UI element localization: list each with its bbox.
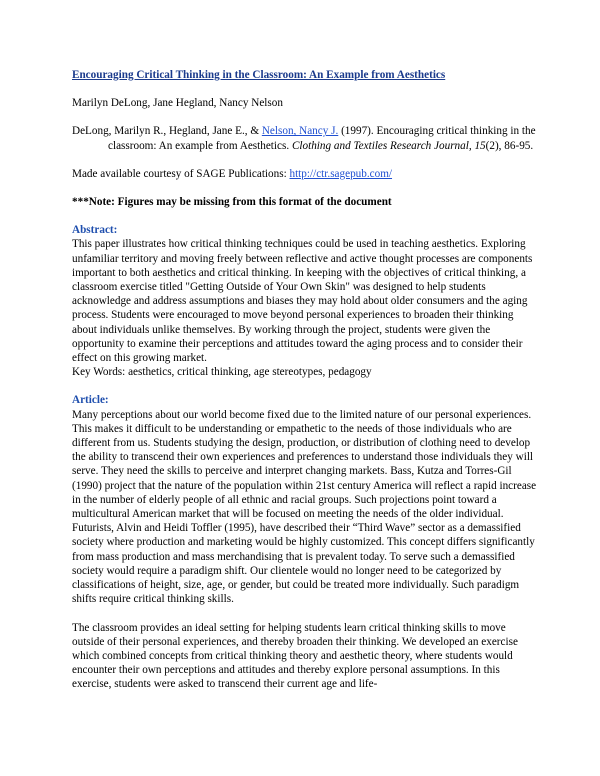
article-paragraph: Many perceptions about our world become fixed due to the limited nature of our personal experiences. This makes it difficult to be understanding or empathetic to the needs of those individuals who are different from us. Students studying the design, production, or distribution of clothing need to develop the ability to transcend their own experiences and preferences to understand those individuals they will serve. They need the skills to perceive and interpret changing markets. Bass, Kutza and Torres-Gil (1990) project that the nature of the population within 21st century America will reflect a rapid increase in the number of elderly people of all ethnic and racial groups. Such projections point toward a multicultural American market that will be focused on meeting the needs of the older individual. Futurists, Alvin and Heidi Toffler (1995), have described their “Third Wave” sector as a demassified society where production and marketing would be highly customized. This concept differs significantly from mass production and mass merchandising that is prevalent today. To serve such a demassified society would require a paradigm shift. Our clientele would no longer need to be categorized by classifications of height, size, age, or gender, but could be treated more individually. Such paradigm shifts require critical thinking skills.: [72, 408, 537, 606]
citation-text: (1997). Encouraging critical thinking in the classroom: An example from Aesthetics.: [108, 125, 536, 152]
citation-issue: (2), 86-95.: [485, 139, 534, 152]
document-title[interactable]: Encouraging Critical Thinking in the Classroom: An Example from Aesthetics: [72, 69, 446, 81]
article-paragraph: The classroom provides an ideal setting for helping students learn critical thinking skills to move outside of their personal experiences, and thereby broaden their thinking. We developed an exercise which combined concepts from critical thinking theory and aesthetic theory, where students would encounter their own perceptions and attitudes and thereby explore personal assumptions. In this exercise, students were asked to transcend their current age and life-: [72, 621, 518, 691]
citation: [72, 124, 540, 152]
author-list: Marilyn DeLong, Jane Hegland, Nancy Nelson: [72, 97, 283, 110]
keywords: Key Words: aesthetics, critical thinking, age stereotypes, pedagogy: [72, 366, 372, 379]
citation-authors: DeLong, Marilyn R., Hegland, Jane E., &: [72, 125, 262, 138]
availability-line: [72, 167, 540, 181]
article-heading: Article:: [72, 394, 109, 407]
abstract-body: This paper illustrates how critical thinking techniques could be used in teaching aesthetics. Exploring unfamiliar territory and moving freely between reflective and active thought processes are components important to both aesthetics and critical thinking. In keeping with the objectives of critical thinking, a classroom exercise titled "Getting Outside of Your Own Skin" was designed to help students acknowledge and address assumptions and biases they may hold about older consumers and the aging process. Students were encouraged to move beyond personal experiences to broaden their thinking about individuals unlike themselves. By working through the project, students were given the opportunity to examine their perceptions and attitudes toward the aging process and to consider their effect on this growing market.: [72, 238, 533, 365]
citation-journal: Clothing and Textiles Research Journal, 15: [291, 139, 486, 152]
availability-text: Made available courtesy of SAGE Publications:: [72, 167, 290, 180]
figures-note: ***Note: Figures may be missing from this format of the document: [72, 196, 392, 209]
abstract-heading: Abstract:: [72, 224, 118, 237]
author-link[interactable]: Nelson, Nancy J.: [261, 125, 339, 138]
publisher-link[interactable]: http://ctr.sagepub.com/: [289, 167, 393, 180]
